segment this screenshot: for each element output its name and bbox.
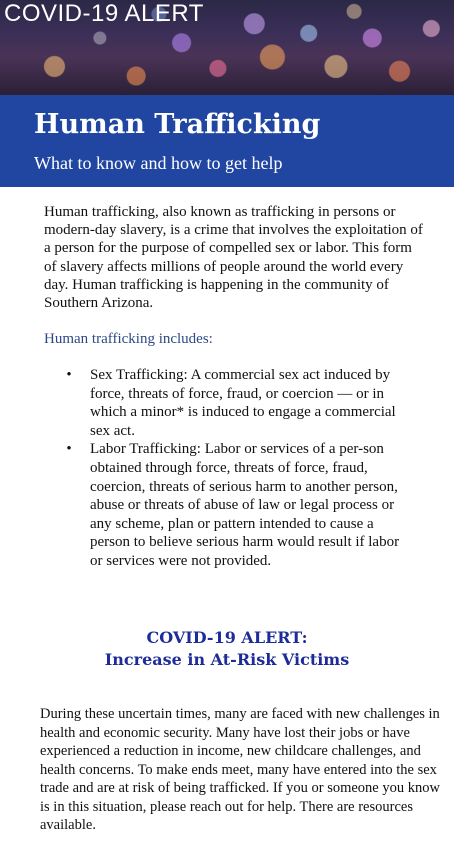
hero-banner-image — [0, 0, 454, 95]
includes-list — [62, 366, 407, 571]
list-item-labor-trafficking — [62, 440, 407, 570]
alert-heading-line-2: Increase in At-Risk Victims — [104, 650, 350, 669]
list-item-sex-trafficking — [62, 366, 407, 440]
closing-paragraph: During these uncertain times, many are faced with new challenges in health and economic security. Many have lost their jobs or have experienced a reduction in income, new childcare challenges, and health concerns. To make ends meet, many have entered into the sex trade and are at risk of being trafficked. If you or someone you know is in this situation, please reach out for help. There are resources available. — [40, 706, 440, 833]
alert-heading-line-1: COVID-19 ALERT: — [146, 628, 308, 647]
includes-heading: Human trafficking includes: — [44, 331, 213, 347]
list-item-text: Sex Trafficking: A commercial sex act induced by force, threats of force, fraud, or coercion — or in which a minor* is induced to engage a commercial sex act. — [90, 367, 396, 439]
list-item-text: Labor Trafficking: Labor or services of a per-son obtained through force, threats of force, fraud, coercion, threats of serious harm to another person, abuse or threats of abuse of law or legal process or any scheme, plan or pattern intended to cause a person to believe serious harm would result if labor or services were not provided. — [90, 441, 400, 569]
bullet-icon: • — [66, 441, 72, 458]
bullet-icon: • — [66, 367, 72, 383]
banner-title: COVID-19 ALERT — [4, 0, 204, 27]
alert-heading — [0, 627, 454, 671]
page-title: Human Trafficking — [34, 109, 321, 140]
page-subtitle: What to know and how to get help — [34, 153, 283, 173]
intro-paragraph: Human trafficking, also known as trafficking in persons or modern-day slavery, is a crime that involves the exploitation of a person for the purpose of compelled sex or labor. This form of slavery affects millions of people around the world every day. Human trafficking is happening in the community of Southern Arizona. — [44, 204, 423, 312]
title-band — [0, 95, 454, 187]
